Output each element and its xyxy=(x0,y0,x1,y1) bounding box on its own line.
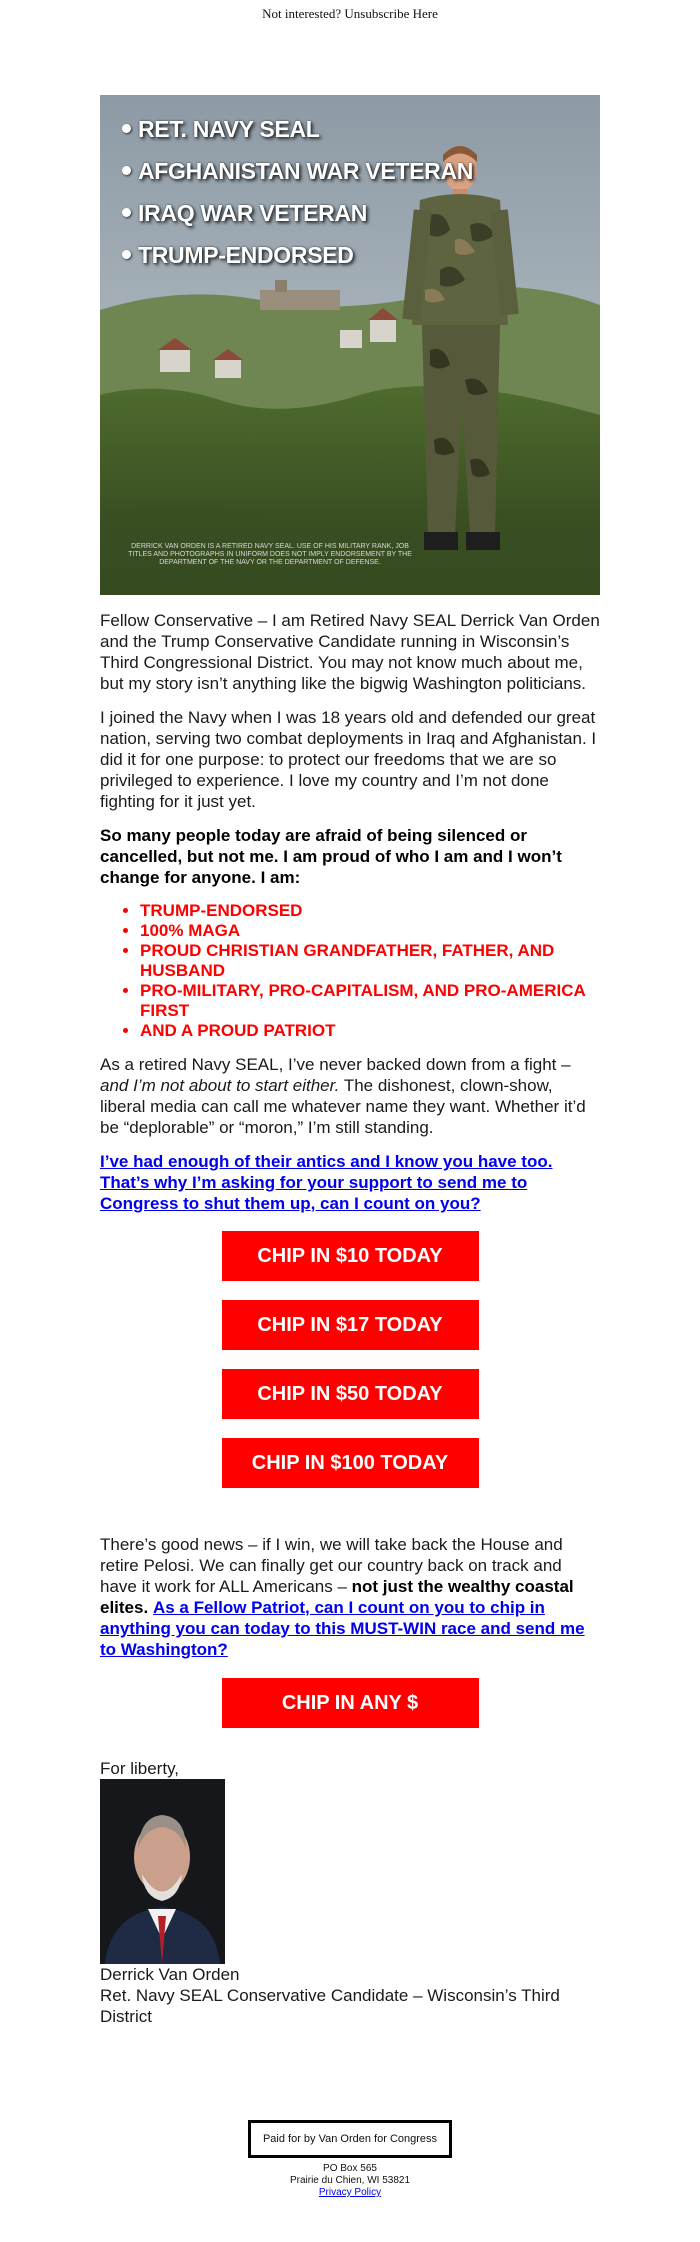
letter-body xyxy=(100,610,600,2027)
hero-bullet: IRAQ WAR VETERAN xyxy=(122,199,473,241)
list-item: • TRUMP-ENDORSED xyxy=(140,901,600,921)
hero-bullet: RET. NAVY SEAL xyxy=(122,115,473,157)
chip-in-10-button[interactable]: CHIP IN $10 TODAY xyxy=(222,1231,479,1281)
patriot-link[interactable]: As a Fellow Patriot, can I count on you to chip in anything you can today to this MUST-WIN race and send me to Washington? xyxy=(100,1598,585,1659)
chip-in-100-button[interactable]: CHIP IN $100 TODAY xyxy=(222,1438,479,1488)
footer xyxy=(0,2120,700,2199)
media-paragraph: As a retired Navy SEAL, I’ve never backed down from a fight – and I’m not about to start either. The dishonest, clown-show, liberal media can call me whatever name they want. Whether it’d be “deplorable” or “moron,” I’m still standing. xyxy=(100,1055,586,1137)
signoff xyxy=(100,1758,600,2027)
chip-in-any-button[interactable]: CHIP IN ANY $ xyxy=(222,1678,479,1728)
navy-paragraph: I joined the Navy when I was 18 years old and defended our great nation, serving two combat deployments in Iraq and Afghanistan. I did it for one purpose: to protect our freedoms that we are so privileged to experience. I love my country and I’m not done fighting for it just yet. xyxy=(100,708,597,811)
hero-image xyxy=(100,95,600,595)
candidate-portrait xyxy=(100,1779,225,1964)
hero-bullet: AFGHANISTAN WAR VETERAN xyxy=(122,157,473,199)
list-item: • PROUD CHRISTIAN GRANDFATHER, FATHER, AND HUSBAND xyxy=(140,941,600,981)
bullet-dot-icon xyxy=(122,166,131,175)
privacy-policy-link[interactable]: Privacy Policy xyxy=(318,2187,382,2198)
support-link[interactable]: I’ve had enough of their antics and I know you have too. That’s why I’m asking for your support to send me to Congress to shut them up, can I count on you? xyxy=(100,1152,553,1213)
candidate-title: Ret. Navy SEAL Conservative Candidate – Wisconsin’s Third District xyxy=(100,1986,560,2026)
proud-paragraph: So many people today are afraid of being silenced or cancelled, but not me. I am proud of who I am and I won’t change for anyone. I am: xyxy=(100,826,562,887)
good-news-paragraph: There’s good news – if I win, we will take back the House and retire Pelosi. We can finally get our country back on track and have it work for ALL Americans – not just the wealthy coastal elites. As a Fellow Patriot, can I count on you to chip in anything you can today to this MUST-WIN race and send me to Washington? xyxy=(100,1535,585,1659)
bullet-dot-icon xyxy=(122,208,131,217)
closing-text: For liberty, xyxy=(100,1759,180,1778)
unsubscribe-link[interactable]: Not interested? Unsubscribe Here xyxy=(262,6,438,21)
chip-in-17-button[interactable]: CHIP IN $17 TODAY xyxy=(222,1300,479,1350)
hero-bullet: TRUMP-ENDORSED xyxy=(122,241,473,283)
support-paragraph xyxy=(100,1151,600,1214)
candidate-name: Derrick Van Orden xyxy=(100,1965,240,1984)
hero-disclaimer: DERRICK VAN ORDEN IS A RETIRED NAVY SEAL. USE OF HIS MILITARY RANK, JOB TITLES AND PHOTOGRAPHS IN UNIFORM DOES NOT IMPLY ENDORSEMENT BY THE DEPARTMENT OF THE NAVY OR THE DEPARTMENT OF DEFENSE. xyxy=(128,543,412,566)
address-line-1: PO Box 565 xyxy=(323,2163,377,2174)
identity-list xyxy=(100,901,600,1041)
unsubscribe-bar xyxy=(0,6,700,22)
list-item: • AND A PROUD PATRIOT xyxy=(140,1021,600,1041)
address-line-2: Prairie du Chien, WI 53821 xyxy=(289,2175,411,2186)
chip-in-50-button[interactable]: CHIP IN $50 TODAY xyxy=(222,1369,479,1419)
intro-paragraph: Fellow Conservative – I am Retired Navy SEAL Derrick Van Orden and the Trump Conservative Candidate running in Wisconsin’s Third Congressional District. You may not know much about me, but my story isn’t anything like the bigwig Washington politicians. xyxy=(100,611,600,693)
list-item: • 100% MAGA xyxy=(140,921,600,941)
bullet-dot-icon xyxy=(122,250,131,259)
paid-for-box: Paid for by Van Orden for Congress xyxy=(248,2120,452,2158)
bullet-dot-icon xyxy=(122,124,131,133)
donation-buttons xyxy=(100,1231,600,1488)
hero-bullet-list xyxy=(122,115,473,283)
list-item: • PRO-MILITARY, PRO-CAPITALISM, AND PRO-AMERICA FIRST xyxy=(140,981,600,1021)
